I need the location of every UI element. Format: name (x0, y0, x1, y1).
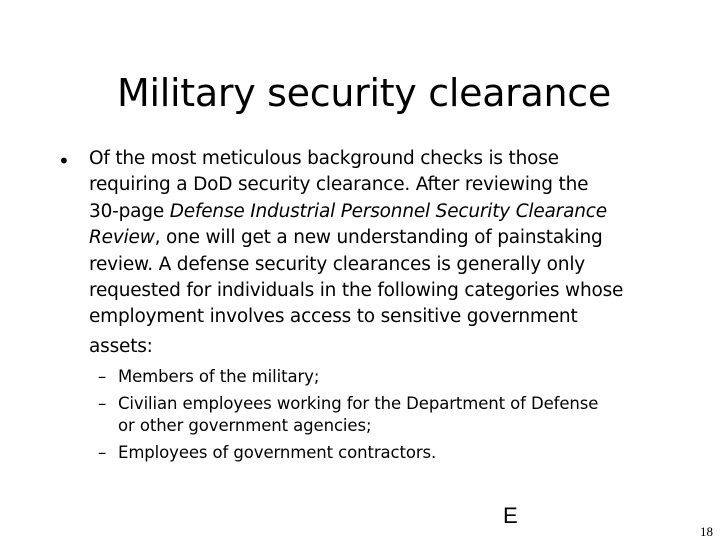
body-line: employment involves access to sensitive government (89, 306, 578, 328)
page-number: 18 (700, 524, 713, 539)
sub-bullet-list (98, 366, 658, 469)
body-line: requested for individuals in the following categories whose (89, 280, 624, 302)
bullet-marker: • (58, 149, 70, 173)
body-line-with-italic (89, 199, 664, 225)
footer-letter: E (503, 503, 518, 528)
slide-title: Military security clearance (117, 71, 611, 115)
sub-bullet-dash: – (98, 367, 107, 386)
sub-bullet-item (98, 442, 658, 464)
sub-bullet-text: Employees of government contractors. (118, 443, 437, 462)
body-line-with-italic (89, 225, 664, 251)
sub-bullet-text: Members of the military; (118, 367, 320, 386)
bullet-body (89, 146, 664, 360)
sub-bullet-dash: – (98, 394, 107, 413)
body-text-segment: , one will get a new understanding of painstaking (154, 227, 603, 249)
body-line: review. A defense security clearances is generally only (89, 253, 586, 275)
sub-bullet-dash: – (98, 443, 107, 462)
sub-bullet-item (98, 366, 658, 388)
sub-bullet-text: or other government agencies; (118, 416, 372, 435)
body-text-segment: 30-page (89, 200, 170, 222)
document-title-italic: Defense Industrial Personnel Security Clearance (169, 200, 607, 222)
sub-bullet-item (98, 393, 658, 437)
body-line: Of the most meticulous background checks is those (89, 148, 559, 169)
body-line: assets: (89, 335, 153, 357)
sub-bullet-text: Civilian employees working for the Department of Defense (118, 394, 599, 413)
document-title-italic: Review (89, 227, 155, 249)
body-line: requiring a DoD security clearance. After reviewing the (89, 174, 589, 196)
